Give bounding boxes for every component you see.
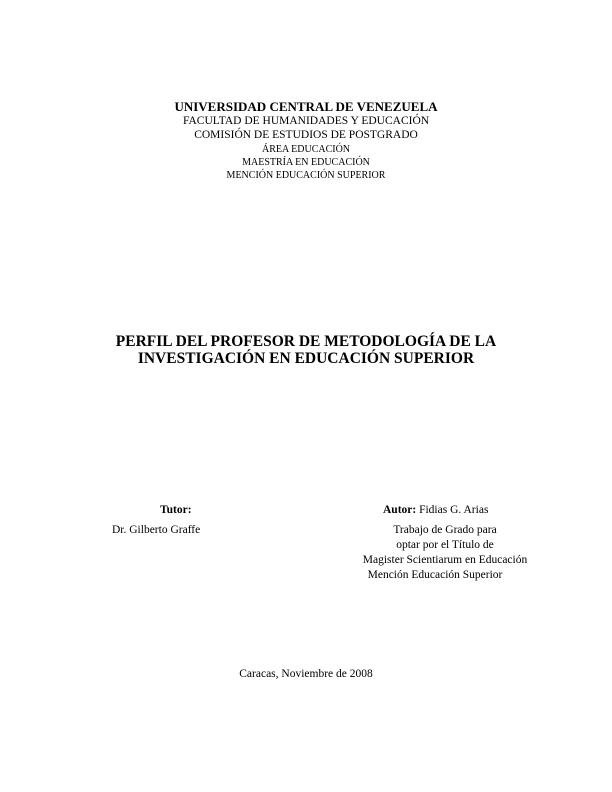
masters-name: MAESTRÍA EN EDUCACIÓN — [242, 157, 370, 168]
author-desc-line3: Magister Scientiarum en Educación — [362, 554, 528, 566]
thesis-title-line1: PERFIL DEL PROFESOR DE METODOLOGÍA DE LA — [115, 333, 497, 350]
author-line — [383, 505, 488, 517]
author-desc-line4: Mención Educación Superior — [367, 569, 503, 581]
university-name: UNIVERSIDAD CENTRAL DE VENEZUELA — [174, 99, 438, 114]
mention-name: MENCIÓN EDUCACIÓN SUPERIOR — [226, 170, 386, 181]
author-name: Fidias G. Arias — [419, 504, 489, 516]
author-label: Autor: — [383, 504, 417, 516]
tutor-name: Dr. Gilberto Graffe — [112, 524, 201, 536]
tutor-label: Tutor: — [160, 504, 192, 516]
faculty-name: FACULTAD DE HUMANIDADES Y EDUCACIÓN — [182, 115, 430, 127]
author-desc-line1: Trabajo de Grado para — [393, 524, 497, 536]
place-date: Caracas, Noviembre de 2008 — [239, 668, 373, 680]
author-desc-line2: optar por el Título de — [396, 539, 494, 551]
area-name: ÁREA EDUCACIÓN — [261, 144, 351, 155]
commission-name: COMISIÓN DE ESTUDIOS DE POSTGRADO — [194, 129, 418, 141]
thesis-title-line2: INVESTIGACIÓN EN EDUCACIÓN SUPERIOR — [137, 350, 475, 367]
